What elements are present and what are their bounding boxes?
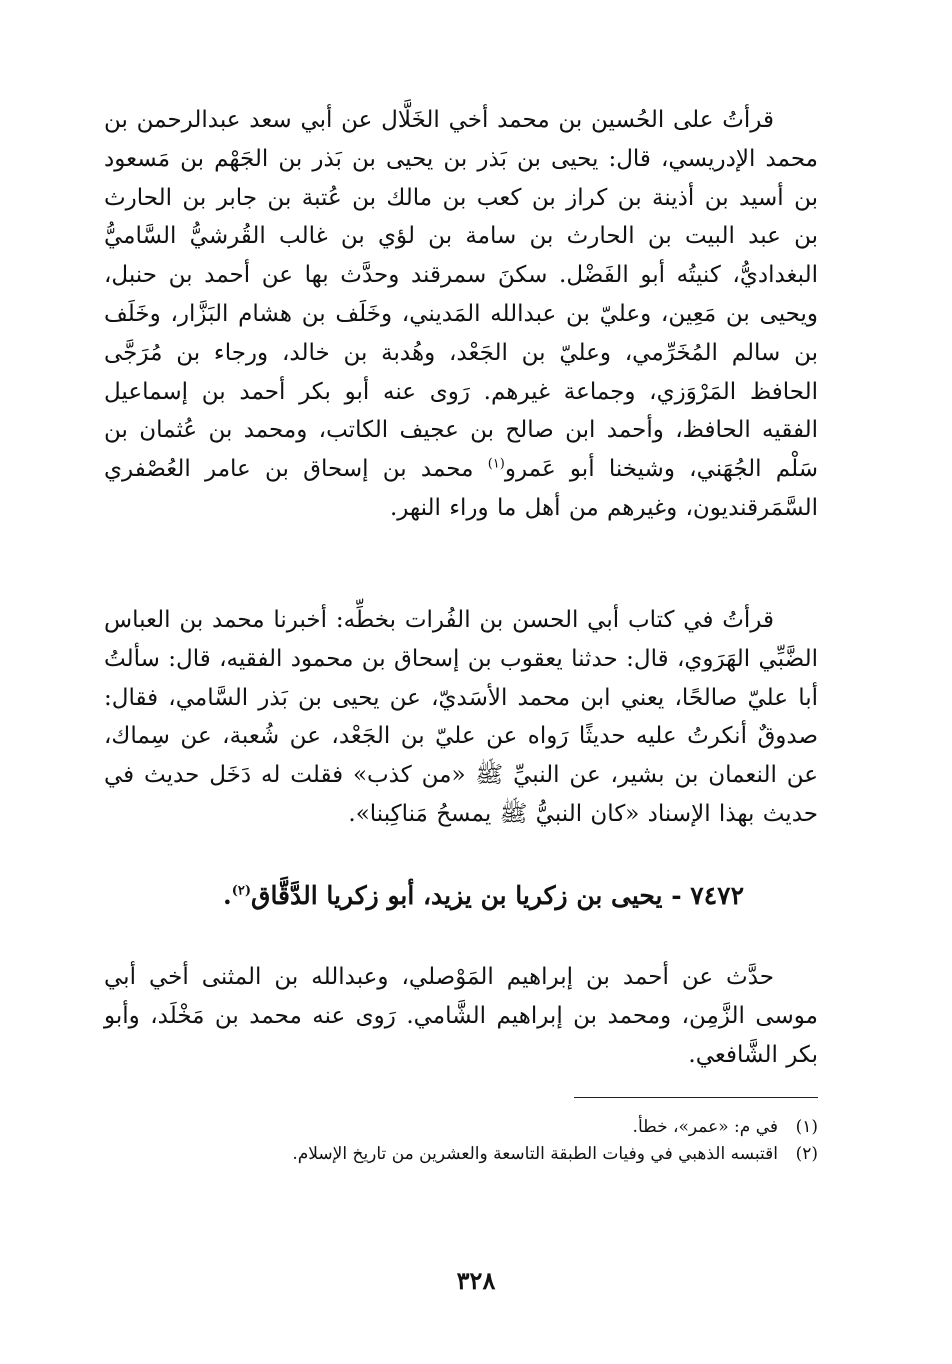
paragraph-1-tail: محمد بن إسحاق بن عامر العُصْفري السَّمَرقنديون، وغيرهم من أهل ما وراء النهر. bbox=[104, 456, 818, 521]
paragraph-3 bbox=[104, 958, 818, 1074]
footnote-1 bbox=[104, 1114, 818, 1141]
footnote-reference-1: (١) bbox=[487, 456, 505, 472]
footnotes bbox=[104, 1114, 818, 1168]
paragraph-1-text: قرأتُ على الحُسين بن محمد أخي الخَلَّال عن أبي سعد عبدالرحمن بن محمد الإدريسي، قال: يحيى بن بَذر بن يحيى بن بَذر بن الجَهْم بن مَسعود بن أسيد بن أذينة بن كراز بن كعب بن مالك بن عُتبة بن جابر بن الحارث بن عبد البيت بن الحارث بن سامة بن لؤي بن غالب القُرشيُّ السَّاميُّ البغداديُّ، كنيتُه أبو الفَضْل. سكنَ سمرقند وحدَّث بها عن أحمد بن حنبل، ويحيى بن مَعِين، وعليّ بن عبدالله المَديني، وخَلَف بن هشام البَزَّار، وخَلَف بن سالم المُخَرِّمي، وعليّ بن الجَعْد، وهُدبة بن خالد، ورجاء بن مُرَجَّى الحافظ المَرْوَزي، وجماعة غيرهم. رَوى عنه أبو بكر أحمد بن إسماعيل الفقيه الحافظ، وأحمد ابن صالح بن عجيف الكاتب، ومحمد بن عُثمان بن سَلْم الجُهَني، وشيخنا أبو عَمرو bbox=[104, 107, 818, 483]
paragraph-3-text: حدَّث عن أحمد بن إبراهيم المَوْصلي، وعبدالله بن المثنى أخي أبي موسى الزَّمِن، ومحمد بن إبراهيم الشَّامي. رَوى عنه محمد بن مَخْلَد، وأبو بكر الشَّافعي. bbox=[104, 964, 818, 1068]
paragraph-1 bbox=[104, 101, 818, 528]
footnote-1-number: (١) bbox=[795, 1117, 818, 1137]
footnote-reference-2: (٢) bbox=[231, 883, 252, 899]
footnote-2-text: اقتبسه الذهبي في وفيات الطبقة التاسعة والعشرين من تاريخ الإسلام. bbox=[292, 1144, 778, 1164]
paragraph-2-text: قرأتُ في كتاب أبي الحسن بن الفُرات بخطِّه: أخبرنا محمد بن العباس الضَّبِّي الهَرَوي، قال: حدثنا يعقوب بن إسحاق بن محمود الفقيه، قال: سألتُ أبا عليّ صالحًا، يعني ابن محمد الأسَديّ، عن يحيى بن بَذر السَّامي، فقال: صدوقٌ أنكرتُ عليه حديثًا رَواه عن عليّ بن الجَعْد، عن شُعبة، عن سِماك، عن النعمان بن بشير، عن النبيِّ ﷺ «من كذب» فقلت له دَخَل حديث في حديث بهذا الإسناد «كان النبيُّ ﷺ يمسحُ مَناكِبنا». bbox=[104, 607, 818, 827]
footnote-divider bbox=[574, 1097, 818, 1098]
entry-heading-text: ٧٤٧٢ - يحيى بن زكريا بن يزيد، أبو زكريا الدَّقَّاق bbox=[251, 881, 744, 910]
paragraph-2 bbox=[104, 601, 818, 834]
footnote-2-number: (٢) bbox=[795, 1144, 818, 1164]
entry-heading bbox=[104, 876, 744, 916]
footnote-1-text: في م: «عمر»، خطأ. bbox=[632, 1117, 778, 1137]
page-number: ٣٢٨ bbox=[456, 1266, 496, 1295]
footnote-2 bbox=[104, 1141, 818, 1168]
entry-heading-tail: . bbox=[223, 881, 232, 910]
